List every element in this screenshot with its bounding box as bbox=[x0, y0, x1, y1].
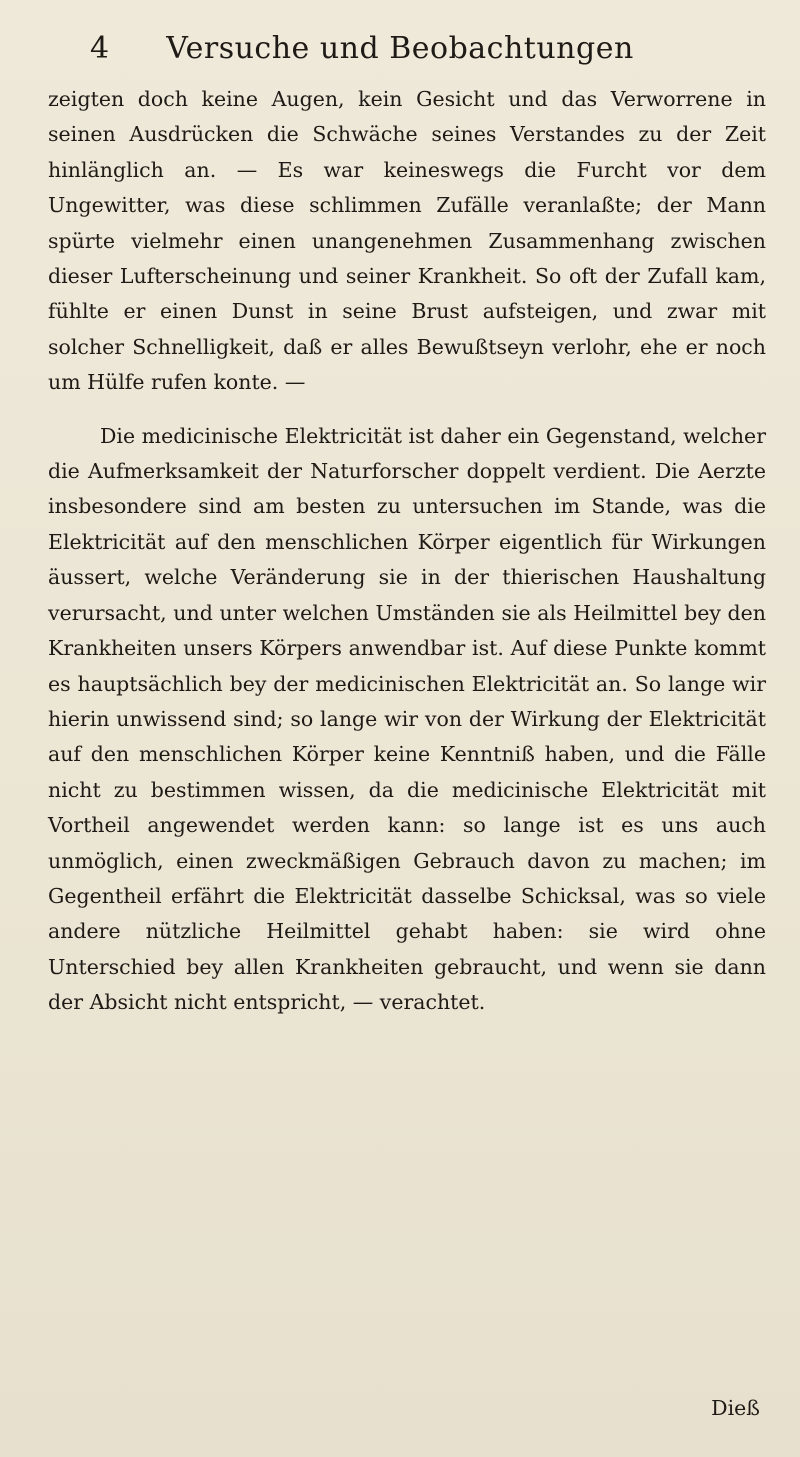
catchword: Dieß bbox=[711, 1396, 760, 1420]
paragraph: zeigten doch keine Augen, kein Gesicht und das Verworrene in seinen Ausdrücken die Schwäche seines Verstandes zu der Zeit hinlänglich an. — Es war keineswegs die Furcht vor dem Ungewitter, was diese schlimmen Zufälle veranlaßte; der Mann spürte vielmehr einen unangenehmen Zusammenhang zwischen dieser Lufterscheinung und seiner Krankheit. So oft der Zufall kam, fühlte er einen Dunst in seine Brust aufsteigen, und zwar mit solcher Schnelligkeit, daß er alles Bewußtseyn verlohr, ehe er noch um Hülfe rufen konte. — bbox=[48, 87, 766, 395]
body-text bbox=[48, 82, 766, 1021]
paragraph: Die medicinische Elektricität ist daher ein Gegenstand, welcher die Aufmerksamkeit der Naturforscher doppelt verdient. Die Aerzte insbesondere sind am besten zu untersuchen im Stande, was die Elektricität auf den menschlichen Körper eigentlich für Wirkungen äussert, welche Veränderung sie in der thierischen Haushaltung verursacht, und unter welchen Umständen sie als Heilmittel bey den Krankheiten unsers Körpers anwendbar ist. Auf diese Punkte kommt es hauptsächlich bey der medicinischen Elektricität an. So lange wir hierin unwissend sind; so lange wir von der Wirkung der Elektricität auf den menschlichen Körper keine Kenntniß haben, und die Fälle nicht zu bestimmen wissen, da die medicinische Elektricität mit Vortheil angewendet werden kann: so lange ist es uns auch unmöglich, einen zweckmäßigen Gebrauch davon zu machen; im Gegentheil erfährt die Elektricität dasselbe Schicksal, was so viele andere nützliche Heilmittel gehabt haben: sie wird ohne Unterschied bey allen Krankheiten gebraucht, und wenn sie dann der Absicht nicht entspricht, — verachtet. bbox=[48, 423, 766, 1015]
running-head: Versuche und Beobachtungen bbox=[166, 31, 634, 66]
page-number: 4 bbox=[90, 31, 110, 66]
page-header bbox=[40, 22, 760, 66]
